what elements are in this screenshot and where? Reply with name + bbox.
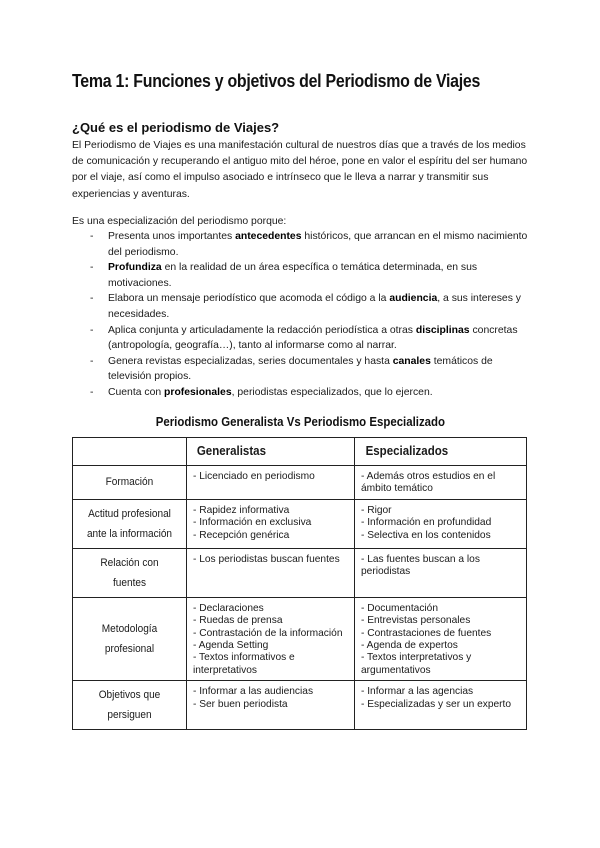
cell-especializados: - Las fuentes buscan a los periodistas <box>355 548 527 597</box>
cell-generalistas: - Informar a las audiencias - Ser buen periodista <box>187 681 355 730</box>
row-label: Objetivos que persiguen <box>73 681 187 730</box>
table-row <box>73 466 527 500</box>
page-title: Tema 1: Funciones y objetivos del Periodismo de Viajes <box>72 70 481 91</box>
table-header-generalistas: Generalistas <box>187 438 355 466</box>
list-item: - Profundiza en la realidad de un área específica o temática determinada, en sus motivaciones. <box>90 262 478 289</box>
row-label: Formación <box>73 466 187 500</box>
table-row <box>73 681 527 730</box>
section-heading: ¿Qué es el periodismo de Viajes? <box>72 120 280 135</box>
reasons-list <box>72 229 530 401</box>
table-header-row <box>73 438 527 466</box>
cell-generalistas: - Licenciado en periodismo <box>187 466 355 500</box>
cell-generalistas: - Declaraciones - Ruedas de prensa - Contrastación de la información - Agenda Setting - Textos informativos e interpretativos <box>187 597 355 680</box>
table-caption: Periodismo Generalista Vs Periodismo Especializado <box>155 414 445 429</box>
intro-paragraph: El Periodismo de Viajes es una manifestación cultural de nuestros días que a través de los medios de comunicación y recuperando el antiguo mito del héroe, pone en valor el espíritu del ser humano por el viaje, así como el impulso asociado e intrínseco que le lleva a narrar y transmitir sus experiencias y aventuras. <box>72 140 528 200</box>
comparison-table <box>72 437 527 730</box>
row-label: Metodología profesional <box>73 597 187 680</box>
cell-especializados: - Además otros estudios en el ámbito temático <box>355 466 527 500</box>
table-row <box>73 597 527 680</box>
row-label: Relación con fuentes <box>73 548 187 597</box>
cell-especializados: - Documentación - Entrevistas personales - Contrastaciones de fuentes - Agenda de expertos - Textos interpretativos y argumentativos <box>355 597 527 680</box>
table-header-especializados: Especializados <box>355 438 527 466</box>
table-row <box>73 548 527 597</box>
cell-especializados: - Rigor - Información en profundidad - Selectiva en los contenidos <box>355 499 527 548</box>
cell-generalistas: - Rapidez informativa - Información en exclusiva - Recepción genérica <box>187 499 355 548</box>
lead-paragraph: Es una especialización del periodismo porque: <box>72 216 287 227</box>
list-item: - Genera revistas especializadas, series documentales y hasta canales temáticos de televisión propios. <box>90 355 493 383</box>
list-item: - Aplica conjunta y articuladamente la redacción periodística a otras disciplinas concretas (antropología, geografía…), tanto al informarse como al narrar. <box>90 324 518 352</box>
row-label: Actitud profesional ante la información <box>73 499 187 548</box>
list-item: - Elabora un mensaje periodístico que acomoda el código a la audiencia, a sus intereses y necesidades. <box>90 293 521 320</box>
list-item: - Cuenta con profesionales, periodistas especializados, que lo ejercen. <box>90 386 433 398</box>
table-row <box>73 499 527 548</box>
table-header-empty <box>73 438 187 466</box>
cell-generalistas: - Los periodistas buscan fuentes <box>187 548 355 597</box>
list-item: - Presenta unos importantes antecedentes históricos, que arrancan en el mismo nacimiento del periodismo. <box>90 231 528 258</box>
cell-especializados: - Informar a las agencias - Especializadas y ser un experto <box>355 681 527 730</box>
